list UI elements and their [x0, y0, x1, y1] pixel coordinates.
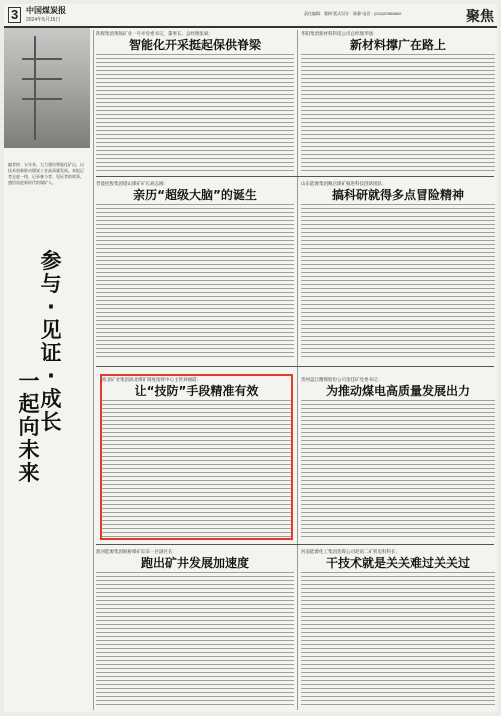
article-kicker: 华阳集团新材料科技公司总经理李强：: [301, 31, 378, 36]
article-headline: 跑出矿井发展加速度: [140, 556, 249, 570]
article-headline: 让“技防”手段精准有效: [134, 384, 259, 398]
article-headline: 亲历“超级大脑”的诞生: [133, 188, 257, 202]
article-kicker: 河南能源化工集团焦煤公司赵固二矿机电科科长：: [301, 549, 400, 554]
banner-column-2: 一起向未来: [18, 369, 40, 485]
article-kicker: 晋能控股集团塔山煤矿矿长胡志刚：: [96, 181, 168, 186]
row-divider: [96, 366, 494, 367]
article-card[interactable]: [301, 376, 495, 538]
page-number: 3: [8, 7, 21, 23]
highlight-frame: [100, 374, 293, 540]
row-divider: [96, 176, 494, 177]
section-title: 聚焦: [466, 8, 494, 24]
article-kicker: 淮北矿业集团涡北煤矿调度指挥中心主管刘丽霞：: [102, 377, 201, 382]
article-card[interactable]: [96, 180, 294, 360]
article-body: [301, 572, 495, 708]
left-banner: [4, 28, 90, 712]
article-card[interactable]: [96, 30, 294, 172]
article-headline: 智能化开采挺起保供脊梁: [128, 38, 261, 52]
mine-headframe-photo: [4, 28, 90, 148]
article-body: [301, 400, 495, 538]
article-body: [96, 204, 294, 360]
editor-note: 编者按：五年来，大力建设智能化矿山，以技术创新推动煤炭工业高质量发展。本报记者走进一线，记录参与者、见证者的故事，感悟奋进新时代的煤矿人。: [8, 162, 84, 185]
article-kicker: 贵州盘江精煤股份公司金佳矿党委书记：: [301, 377, 382, 382]
article-card[interactable]: [301, 180, 495, 360]
article-card[interactable]: [301, 30, 495, 172]
article-headline: 新材料撑广在路上: [349, 38, 446, 52]
article-kicker: 山东能源集团鲍店煤矿掘进科技创新团队：: [301, 181, 387, 186]
page-header: [4, 4, 497, 28]
article-card[interactable]: [96, 548, 294, 708]
article-kicker: 淮河能源集团顾桥煤矿综采一区副区长：: [96, 549, 177, 554]
article-kicker: 陕煤集团黄陵矿业一号井党委书记、董事长、总经理张斌：: [96, 31, 213, 36]
article-body: [96, 54, 294, 172]
row-divider: [96, 544, 494, 545]
article-headline: 为推动煤电高质量发展出力: [325, 384, 470, 398]
article-body: [301, 54, 495, 172]
editor-credits: 责任编辑：董树 版式设计：陈静 电话：(010)57885800: [304, 11, 402, 16]
article-headline: 搞科研就得多点冒险精神: [331, 188, 464, 202]
newspaper-page: [4, 4, 497, 712]
column-divider: [93, 30, 94, 710]
article-card[interactable]: [301, 548, 495, 708]
banner-column-1: 参与·见证·成长: [40, 249, 62, 434]
article-body: [96, 572, 294, 708]
article-headline: 干技术就是关关难过关关过: [325, 556, 470, 570]
masthead-date: 2024年5月15日: [26, 17, 61, 23]
column-divider: [297, 30, 298, 710]
masthead: 中国煤炭报: [26, 6, 66, 15]
article-body: [301, 204, 495, 360]
